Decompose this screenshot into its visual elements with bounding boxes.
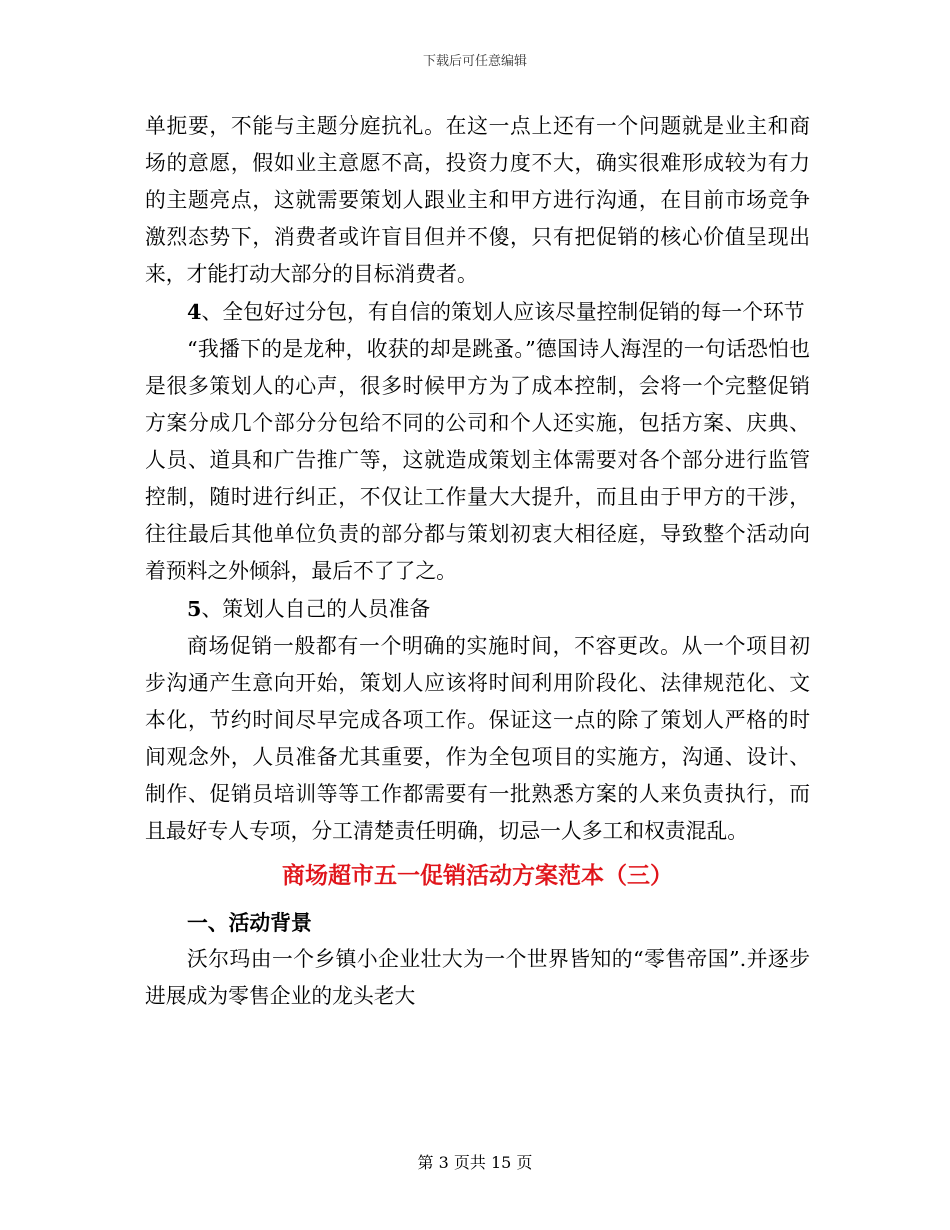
subheading: 一、活动背景 — [187, 910, 312, 935]
paragraph-staffing: 商场促销一般都有一个明确的实施时间，不容更改。从一个项目初步沟通产生意向开始，策划人应该将时间利用阶段化、法律规范化、文本化，节约时间尽早完成各项工作。保证这一点的除了策划人严格的时间观念外，人员准备尤其重要，作为全包项目的实施方，沟通、设计、制作、促销员培训等等工作都需要有一批熟悉方案的人来负责执行，而且最好专人专项，分工清楚责任明确，切忌一人多工和权责混乱。 — [145, 634, 810, 843]
header-note: 下载后可任意编辑 — [422, 54, 527, 69]
item-text: 、全包好过分包，有自信的策划人应该尽量控制促销的每一个环节 — [201, 300, 805, 324]
page-number: 第 3 页共 15 页 — [417, 1153, 533, 1172]
list-item-4 — [145, 293, 810, 331]
paragraph-quote: “我播下的是龙种，收获的却是跳蚤。”德国诗人海涅的一句话恐怕也是很多策划人的心声，很多时候甲方为了成本控制，会将一个完整促销方案分成几个部分分包给不同的公司和个人还实施，包括方案、庆典、人员、道具和广告推广等，这就造成策划主体需要对各个部分进行监管控制，随时进行纠正，不仅让工作量大大提升，而且由于甲方的干涉，往往最后其他单位负责的部分都与策划初衷大相径庭，导致整个活动向着预料之外倾斜，最后不了了之。 — [145, 337, 810, 583]
list-item-5 — [145, 590, 810, 628]
section-title: 商场超市五一促销活动方案范本（三） — [282, 862, 673, 889]
item-text: 、策划人自己的人员准备 — [201, 597, 431, 621]
item-number: 4 — [187, 299, 202, 324]
item-number: 5 — [187, 596, 202, 621]
paragraph-continuation: 单扼要，不能与主题分庭抗礼。在这一点上还有一个问题就是业主和商场的意愿，假如业主意愿不高，投资力度不大，确实很难形成较为有力的主题亮点，这就需要策划人跟业主和甲方进行沟通，在目前市场竞争激烈态势下，消费者或许盲目但并不傻，只有把促销的核心价值呈现出来，才能打动大部分的目标消费者。 — [145, 114, 810, 286]
paragraph-background: 沃尔玛由一个乡镇小企业壮大为一个世界皆知的“零售帝国”.并逐步进展成为零售企业的龙头老大 — [145, 947, 810, 1008]
document-body — [145, 108, 810, 1015]
